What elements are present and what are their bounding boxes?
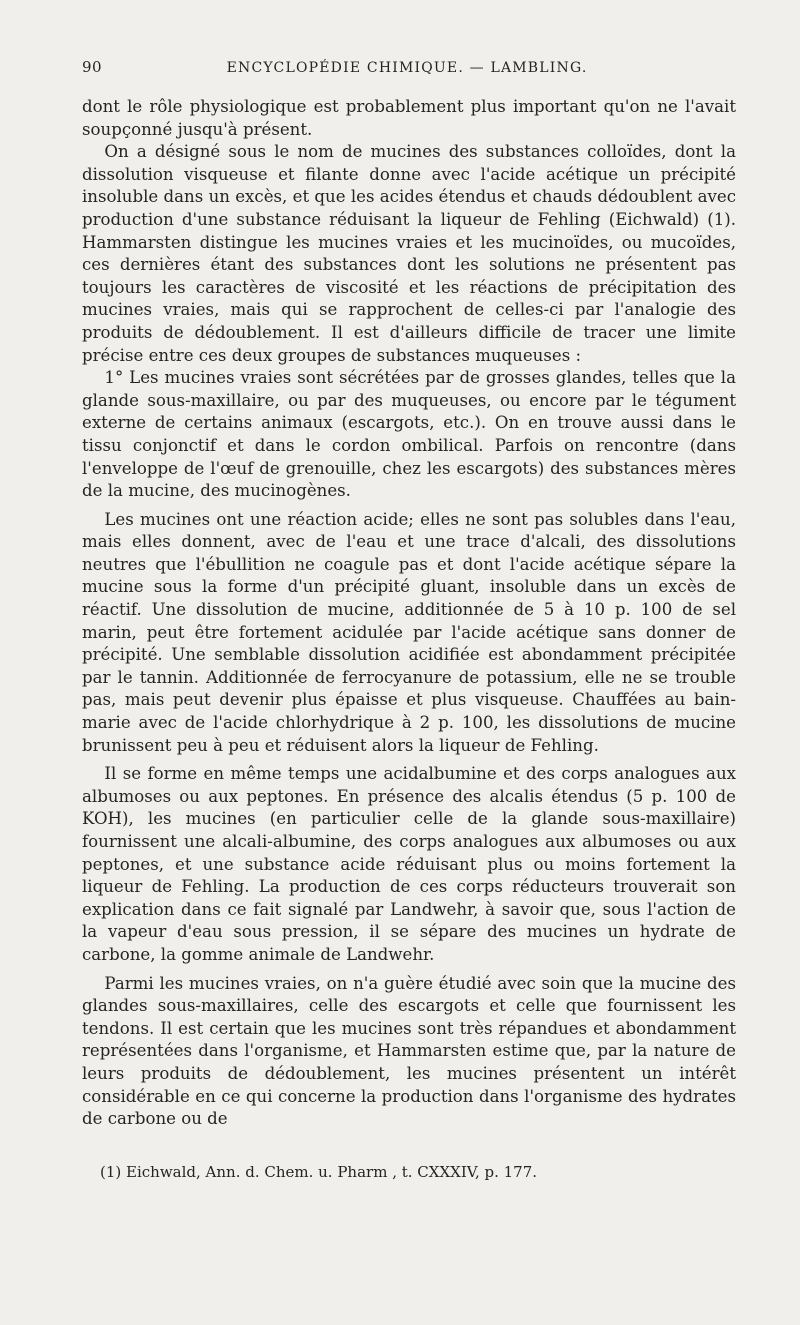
footnote: (1) Eichwald, Ann. d. Chem. u. Pharm , t. CXXXIV, p. 177. bbox=[100, 1162, 538, 1181]
running-header bbox=[82, 58, 736, 76]
paragraph: Parmi les mucines vraies, on n'a guère étudié avec soin que la mucine des glandes sous-maxillaires, celle des escargots et celle que fournissent les tendons. Il est certain que les mucines sont très répandues et abondamment représentées dans l'organisme, et Hammarsten estime que, par la nature de leurs produits de dédoublement, les mucines présentent un intérêt considérable en ce qui concerne la production dans l'organisme des hydrates de carbone ou de bbox=[82, 973, 736, 1129]
paragraph: On a désigné sous le nom de mucines des substances colloïdes, dont la dissolution visqueuse et filante donne avec l'acide acétique un précipité insoluble dans un excès, et que les acides étendus et chauds dédoublent avec production d'une substance réduisant la liqueur de Fehling (Eichwald) (1). Hammarsten distingue les mucines vraies et les mucinoïdes, ou mucoïdes, ces dernières étant des substances dont les solutions ne présentent pas toujours les caractères de viscosité et les réactions de précipitation des mucines vraies, mais qui se rapprochent de celles-ci par l'analogie des produits de dédoublement. Il est d'ailleurs difficile de tracer une limite précise entre ces deux groupes de substances muqueuses : bbox=[82, 142, 736, 365]
paragraph: 1° Les mucines vraies sont sécrétées par de grosses glandes, telles que la glande sous-maxillaire, ou par des muqueuses, ou encore par le tégument externe de certains animaux (escargots, etc.). On en trouve aussi dans le tissu conjonctif et dans le cordon ombilical. Parfois on rencontre (dans l'enveloppe de l'œuf de grenouille, chez les escargots) des substances mères de la mucine, des mucinogènes. bbox=[82, 368, 736, 501]
paragraph: dont le rôle physiologique est probablement plus important qu'on ne l'avait soupçonné jusqu'à présent. bbox=[82, 97, 736, 139]
running-title: ENCYCLOPÉDIE CHIMIQUE. — LAMBLING. bbox=[226, 60, 588, 76]
body-text bbox=[82, 96, 736, 1131]
paragraph: Les mucines ont une réaction acide; elles ne sont pas solubles dans l'eau, mais elles donnent, avec de l'eau et une trace d'alcali, des dissolutions neutres que l'ébullition ne coagule pas et dont l'acide acétique sépare la mucine sous la forme d'un précipité gluant, insoluble dans un excès de réactif. Une dissolution de mucine, additionnée de 5 à 10 p. 100 de sel marin, peut être fortement acidulée par l'acide acétique sans donner de précipité. Une semblable dissolution acidifiée est abondamment précipitée par le tannin. Additionnée de ferrocyanure de potassium, elle ne se trouble pas, mais peut devenir plus épaisse et plus visqueuse. Chauffées au bain-marie avec de l'acide chlorhydrique à 2 p. 100, les dissolutions de mucine brunissent peu à peu et réduisent alors la liqueur de Fehling. bbox=[82, 509, 736, 755]
page-number: 90 bbox=[82, 58, 103, 76]
paragraph: Il se forme en même temps une acidalbumine et des corps analogues aux albumoses ou aux peptones. En présence des alcalis étendus (5 p. 100 de KOH), les mucines (en particulier celle de la glande sous-maxillaire) fournissent une alcali-albumine, des corps analogues aux albumoses ou aux peptones, et une substance acide réduisant plus ou moins fortement la liqueur de Fehling. La production de ces corps réducteurs trouverait son explication dans ce fait signalé par Landwehr, à savoir que, sous l'action de la vapeur d'eau sous pression, il se sépare des mucines un hydrate de carbone, la gomme animale de Landwehr. bbox=[82, 764, 736, 964]
